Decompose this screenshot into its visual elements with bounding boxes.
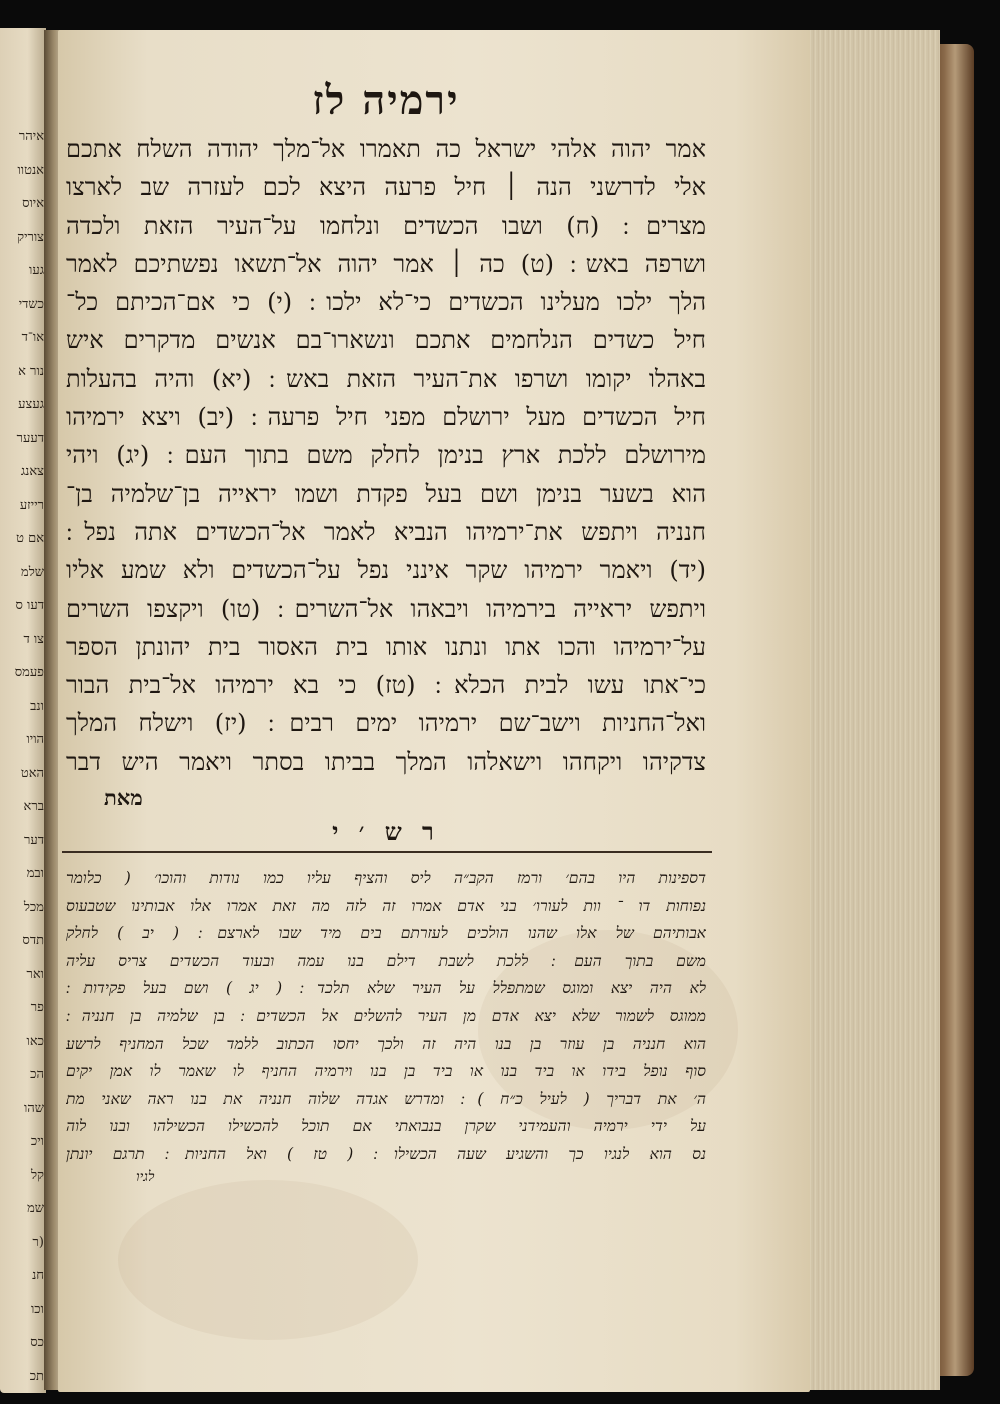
left-page-fragment: או־ד xyxy=(21,330,44,345)
catchword-row xyxy=(66,781,706,815)
left-page-fragment: נור א xyxy=(18,363,44,379)
text-line: ואל־החניות וישב־שם ירמיהו ימים רבים ׃ (יז) וישלח המלך xyxy=(66,709,706,738)
left-page-fragment: אנטוו xyxy=(17,162,44,178)
commentary-catchword: לגיו xyxy=(136,1168,155,1185)
commentary-line: לא היה יצא ומוגס שמתפלל על העיר שלא תלכד ׃ ( יג ) ושם בעל פקידות ׃ xyxy=(66,979,706,998)
commentary-heading: ר ש ׳ י xyxy=(332,817,440,847)
left-page-fragment: געו xyxy=(29,263,44,278)
left-page-fragment: דעער xyxy=(16,430,44,446)
biblical-text xyxy=(66,130,706,781)
left-page-fragment: ונב xyxy=(30,698,44,714)
left-page-fragment: כס xyxy=(30,1335,44,1350)
text-line: על־ירמיהו והכו אתו ונתנו אותו בית האסור בית יהונתן הספר xyxy=(66,632,706,661)
left-page-fragment: פר xyxy=(30,1000,44,1015)
text-line: מירושלם ללכת ארץ בנימן לחלק משם בתוך העם ׃ (יג) ויהי xyxy=(66,441,706,470)
commentary-line: אבותיהם של אלו שהנו הולכים לעזרתם בים מיד שבו לארצם ׃ ( יב ) לחלק xyxy=(66,924,706,943)
rashi-commentary xyxy=(66,865,706,1169)
paper-stain xyxy=(118,1180,418,1340)
left-page-fragment: אם ט xyxy=(16,531,44,546)
commentary-line: ממוגס לשמור שלא יצא אדם מן העיר להשלים אל הכשדים ׃ בן שלמיה בן חנניה ׃ xyxy=(66,1007,706,1026)
left-page-fragment: ויכ xyxy=(30,1134,44,1149)
commentary-line: נפוחות דו ־ וות לעורו׳ בני אדם אמרו זה לזה מה זאת אמרו אלו אבותינו שטבעוס xyxy=(66,896,706,915)
text-line: חיל כשדים הנלחמים אתכם ונשארו־בם אנשים מדקרים איש xyxy=(66,326,706,355)
commentary-line: ה׳ את דבריך ( לעיל כ״ח ) ׃ ומדרש אגדה שלוה חנניה את בנו ראה שאני מת xyxy=(66,1089,706,1108)
commentary-line: דספינות היו בהם׳ ורמז הקב״ה ליס והציף עליו כמו נודות והוכו׳ ( כלומר xyxy=(66,869,706,888)
text-line: ויתפש יראייה בירמיהו ויבאהו אל־השרים ׃ (טו) ויקצפו השרים xyxy=(66,594,706,623)
page-content xyxy=(66,72,706,1189)
left-page-fragment: (ר xyxy=(32,1234,44,1250)
text-line: מצרים ׃ (ח) ושבו הכשדים ונלחמו על־העיר הזאת ולכדה xyxy=(66,211,706,240)
left-page-fragment: פעמס xyxy=(14,665,44,680)
left-page-fragment: געצע xyxy=(18,397,44,412)
left-page-fragment: האט xyxy=(20,765,44,781)
text-line: אלי לדרשני הנה ׀ חיל פרעה היצא לכם לעזרה שב לארצו xyxy=(66,173,706,202)
commentary-line: משם בתוך העם ׃ ללכת לשבת דילם בנו עמה ובעוד הכשדים צריס עליה xyxy=(66,951,706,970)
left-page-fragment: צוריק xyxy=(17,229,44,245)
left-page-fragment: ואר xyxy=(26,966,44,982)
left-page-fragment: שמ xyxy=(27,1201,44,1216)
left-page-fragment: ברא xyxy=(23,799,44,814)
left-page-fragment: דעו ס xyxy=(15,598,44,613)
left-page-fragment: שלמ xyxy=(21,564,44,580)
left-page-fragment: ובמ xyxy=(26,866,44,881)
left-page-fragment: כשדי xyxy=(18,296,44,312)
left-page-fragment: וכו xyxy=(30,1301,44,1317)
page-heading: ירמיה לז xyxy=(312,77,460,124)
left-page-fragment: מכל xyxy=(23,899,44,915)
left-page-edge xyxy=(0,28,46,1393)
left-page-fragment: הויו xyxy=(26,732,44,747)
commentary-line: על ידי ירמיה והעמידני שקרן בנבואתי אם תוכל להכשילו הכשילהו ובנו לוה xyxy=(66,1117,706,1136)
left-page-fragment: כאו xyxy=(26,1033,44,1049)
commentary-line: נס הוא לנגיו כך והשגיע שעה הכשילו ׃ ( טז ) ואל החניות ׃ תרגם יונתן xyxy=(66,1144,706,1163)
text-line: (יד) ויאמר ירמיהו שקר אינני נפל על־הכשדים ולא שמע אליו xyxy=(66,556,706,585)
text-line: הוא בשער בנימן ושם בעל פקדת ושמו יראייה בן־שלמיה בן־ xyxy=(66,479,706,508)
left-page-fragment: חנ xyxy=(32,1268,44,1283)
commentary-line: הוא חנניה בן עוזר בן בנו היה זה ולכך יחסו הכתוב ללמד שכל המחניף לרשע xyxy=(66,1034,706,1053)
page-fore-edge xyxy=(800,30,940,1390)
text-line: הלך ילכו מעלינו הכשדים כי־לא ילכו ׃ (י) כי אם־הכיתם כל־ xyxy=(66,288,706,317)
left-page-fragment: קל xyxy=(30,1167,44,1183)
catchword: מאת xyxy=(104,785,143,811)
text-line: חיל הכשדים מעל ירושלם מפני חיל פרעה ׃ (יב) ויצא ירמיהו xyxy=(66,403,706,432)
left-page-fragment: הכ xyxy=(30,1067,44,1082)
left-page-fragment: דער xyxy=(24,832,44,848)
commentary-divider xyxy=(62,851,712,853)
left-page-fragment: איהר xyxy=(18,129,44,144)
left-page-fragment: שהו xyxy=(23,1100,44,1116)
left-page-fragment: צאנג xyxy=(20,464,44,479)
commentary-line: סוף נופל בידו או ביד בנו או ביד בן בנו וירמיה החניף לו שאמר לו אמן יקים xyxy=(66,1062,706,1081)
text-line: כי־אתו עשו לבית הכלא ׃ (טז) כי בא ירמיהו אל־בית הבור xyxy=(66,671,706,700)
left-page-fragment: תכ xyxy=(29,1368,44,1384)
left-page-fragment: רייזע xyxy=(19,497,44,513)
text-line: חנניה ויתפש את־ירמיהו הנביא לאמר אל־הכשדים אתה נפל ׃ xyxy=(66,517,706,546)
text-line: ושרפה באש ׃ (ט) כה ׀ אמר יהוה אל־תשאו נפשתיכם לאמר xyxy=(66,249,706,278)
left-page-fragment: צו ד xyxy=(23,631,44,647)
left-page-fragment: איוס xyxy=(22,196,44,211)
text-line: באהלו יקומו ושרפו את־העיר הזאת באש ׃ (יא) והיה בהעלות xyxy=(66,364,706,393)
text-line: אמר יהוה אלהי ישראל כה תאמרו אל־מלך יהודה השלח אתכם xyxy=(66,135,706,163)
left-page-fragment: תדס xyxy=(22,933,44,948)
text-line: צדקיהו ויקחהו וישאלהו המלך בביתו בסתר ויאמר היש דבר xyxy=(66,747,706,776)
